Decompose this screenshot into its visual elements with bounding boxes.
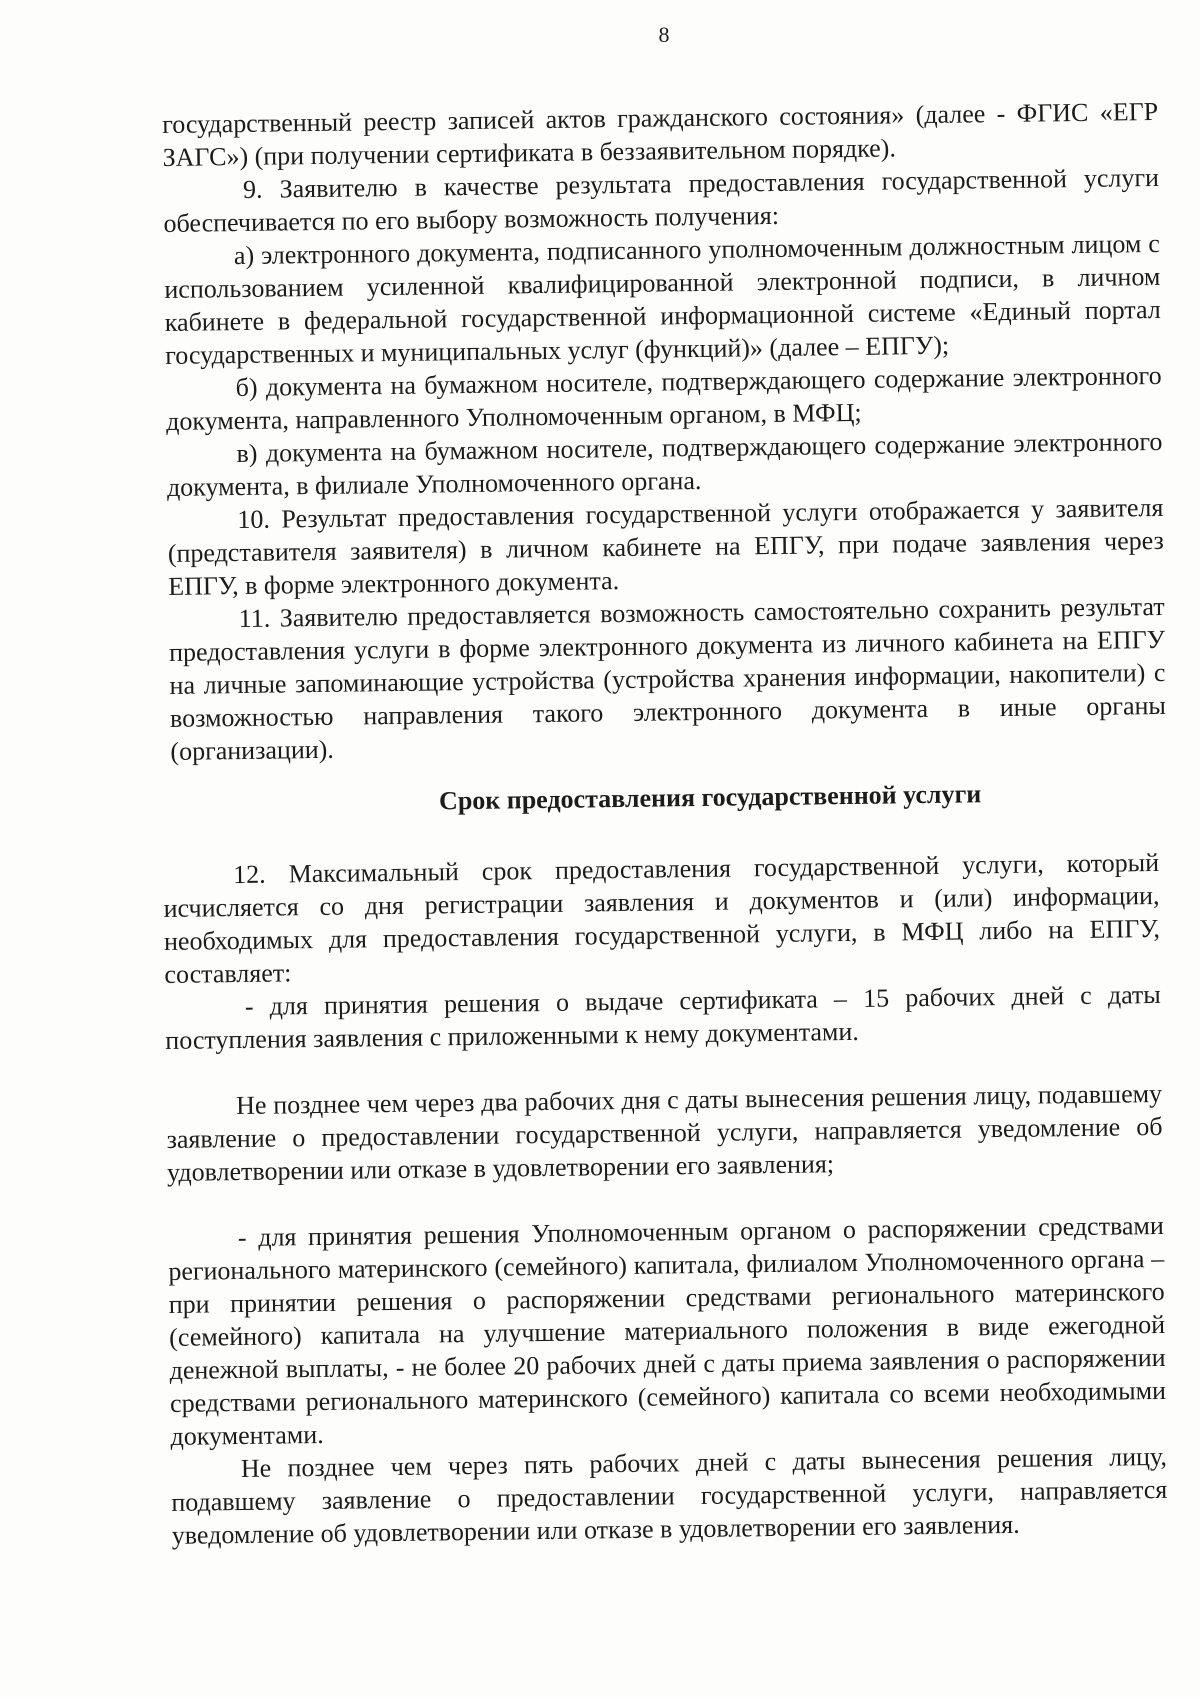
paragraph-11: 11. Заявителю предоставляется возможность самостоятельно сохранить результат предоставления услуги в форме электронного документа из личного кабинета на ЕПГУ на личные запоминающие устройства (устройства хранения информации, накопители) с возможностью направления такого электронного документа в иные органы (организации).	[168, 591, 1167, 766]
body-text-upper	[162, 95, 1167, 768]
paragraph-10: 10. Результат предоставления государственной услуги отображается у заявителя (представителя заявителя) в личном кабинете на ЕПГУ, при подаче заявления через ЕПГУ, в форме электронного документа.	[167, 492, 1164, 601]
paragraph-continuation: государственный реестр записей актов гражданского состояния» (далее - ФГИС «ЕГР ЗАГС») (при получении сертификата в беззаявительном порядке).	[162, 96, 1159, 172]
paragraph-12-item-disposal: - для принятия решения Уполномоченным органом о распоряжении средствами регионального материнского (семейного) капитала, филиалом Уполномоченного органа – при принятии решения о распоряжении средствами регионального материнского (семейного) капитала на улучшение материального положения в виде ежегодной денежной выплаты, - не более 20 рабочих дней с даты приема заявления о распоряжении средствами регионального материнского (семейного) капитала со всеми необходимыми документами.	[168, 1210, 1167, 1451]
paragraph-12: 12. Максимальный срок предоставления государственной услуги, который исчисляется со дня регистрации заявления и документов и (или) информации, необходимых для предоставления государственной услуги, в МФЦ либо на ЕПГУ, составляет:	[163, 847, 1161, 989]
paragraph-notice-two-days: Не позднее чем через два рабочих дня с даты вынесения решения лицу, подавшему заявление о предоставлении государственной услуги, направляется уведомление об удовлетворении или отказе в удовлетворении его заявления;	[166, 1078, 1163, 1187]
paragraph-9a: а) электронного документа, подписанного уполномоченным должностным лицом с использованием усиленной квалифицированной электронной подписи, в личном кабинете в федеральной государственной информационной системе «Единый портал государственных и муниципальных услуг (функций)» (далее – ЕПГУ);	[164, 228, 1161, 370]
paragraph-notice-five-days: Не позднее чем через пять рабочих дней с даты вынесения решения лицу, подавшему заявление о предоставлении государственной услуги, направляется уведомление об удовлетворении или отказе в удовлетворении его заявления.	[171, 1441, 1168, 1550]
paragraph-9b: б) документа на бумажном носителе, подтверждающего содержание электронного документа, направленного Уполномоченным органом, в МФЦ;	[165, 360, 1162, 436]
page-number: 8	[658, 22, 670, 47]
section-heading: Срок предоставления государственной услуги	[438, 779, 982, 816]
body-text-lower	[162, 775, 1168, 1552]
paragraph-9: 9. Заявителю в качестве результата предоставления государственной услуги обеспечивается по его выбору возможность получения:	[163, 162, 1160, 238]
paragraph-9c: в) документа на бумажном носителе, подтверждающего содержание электронного документа, в филиале Уполномоченного органа.	[166, 426, 1163, 502]
paragraph-12-item-certificate: - для принятия решения о выдаче сертификата – 15 рабочих дней с даты поступления заявления с приложенными к нему документами.	[165, 979, 1161, 1055]
